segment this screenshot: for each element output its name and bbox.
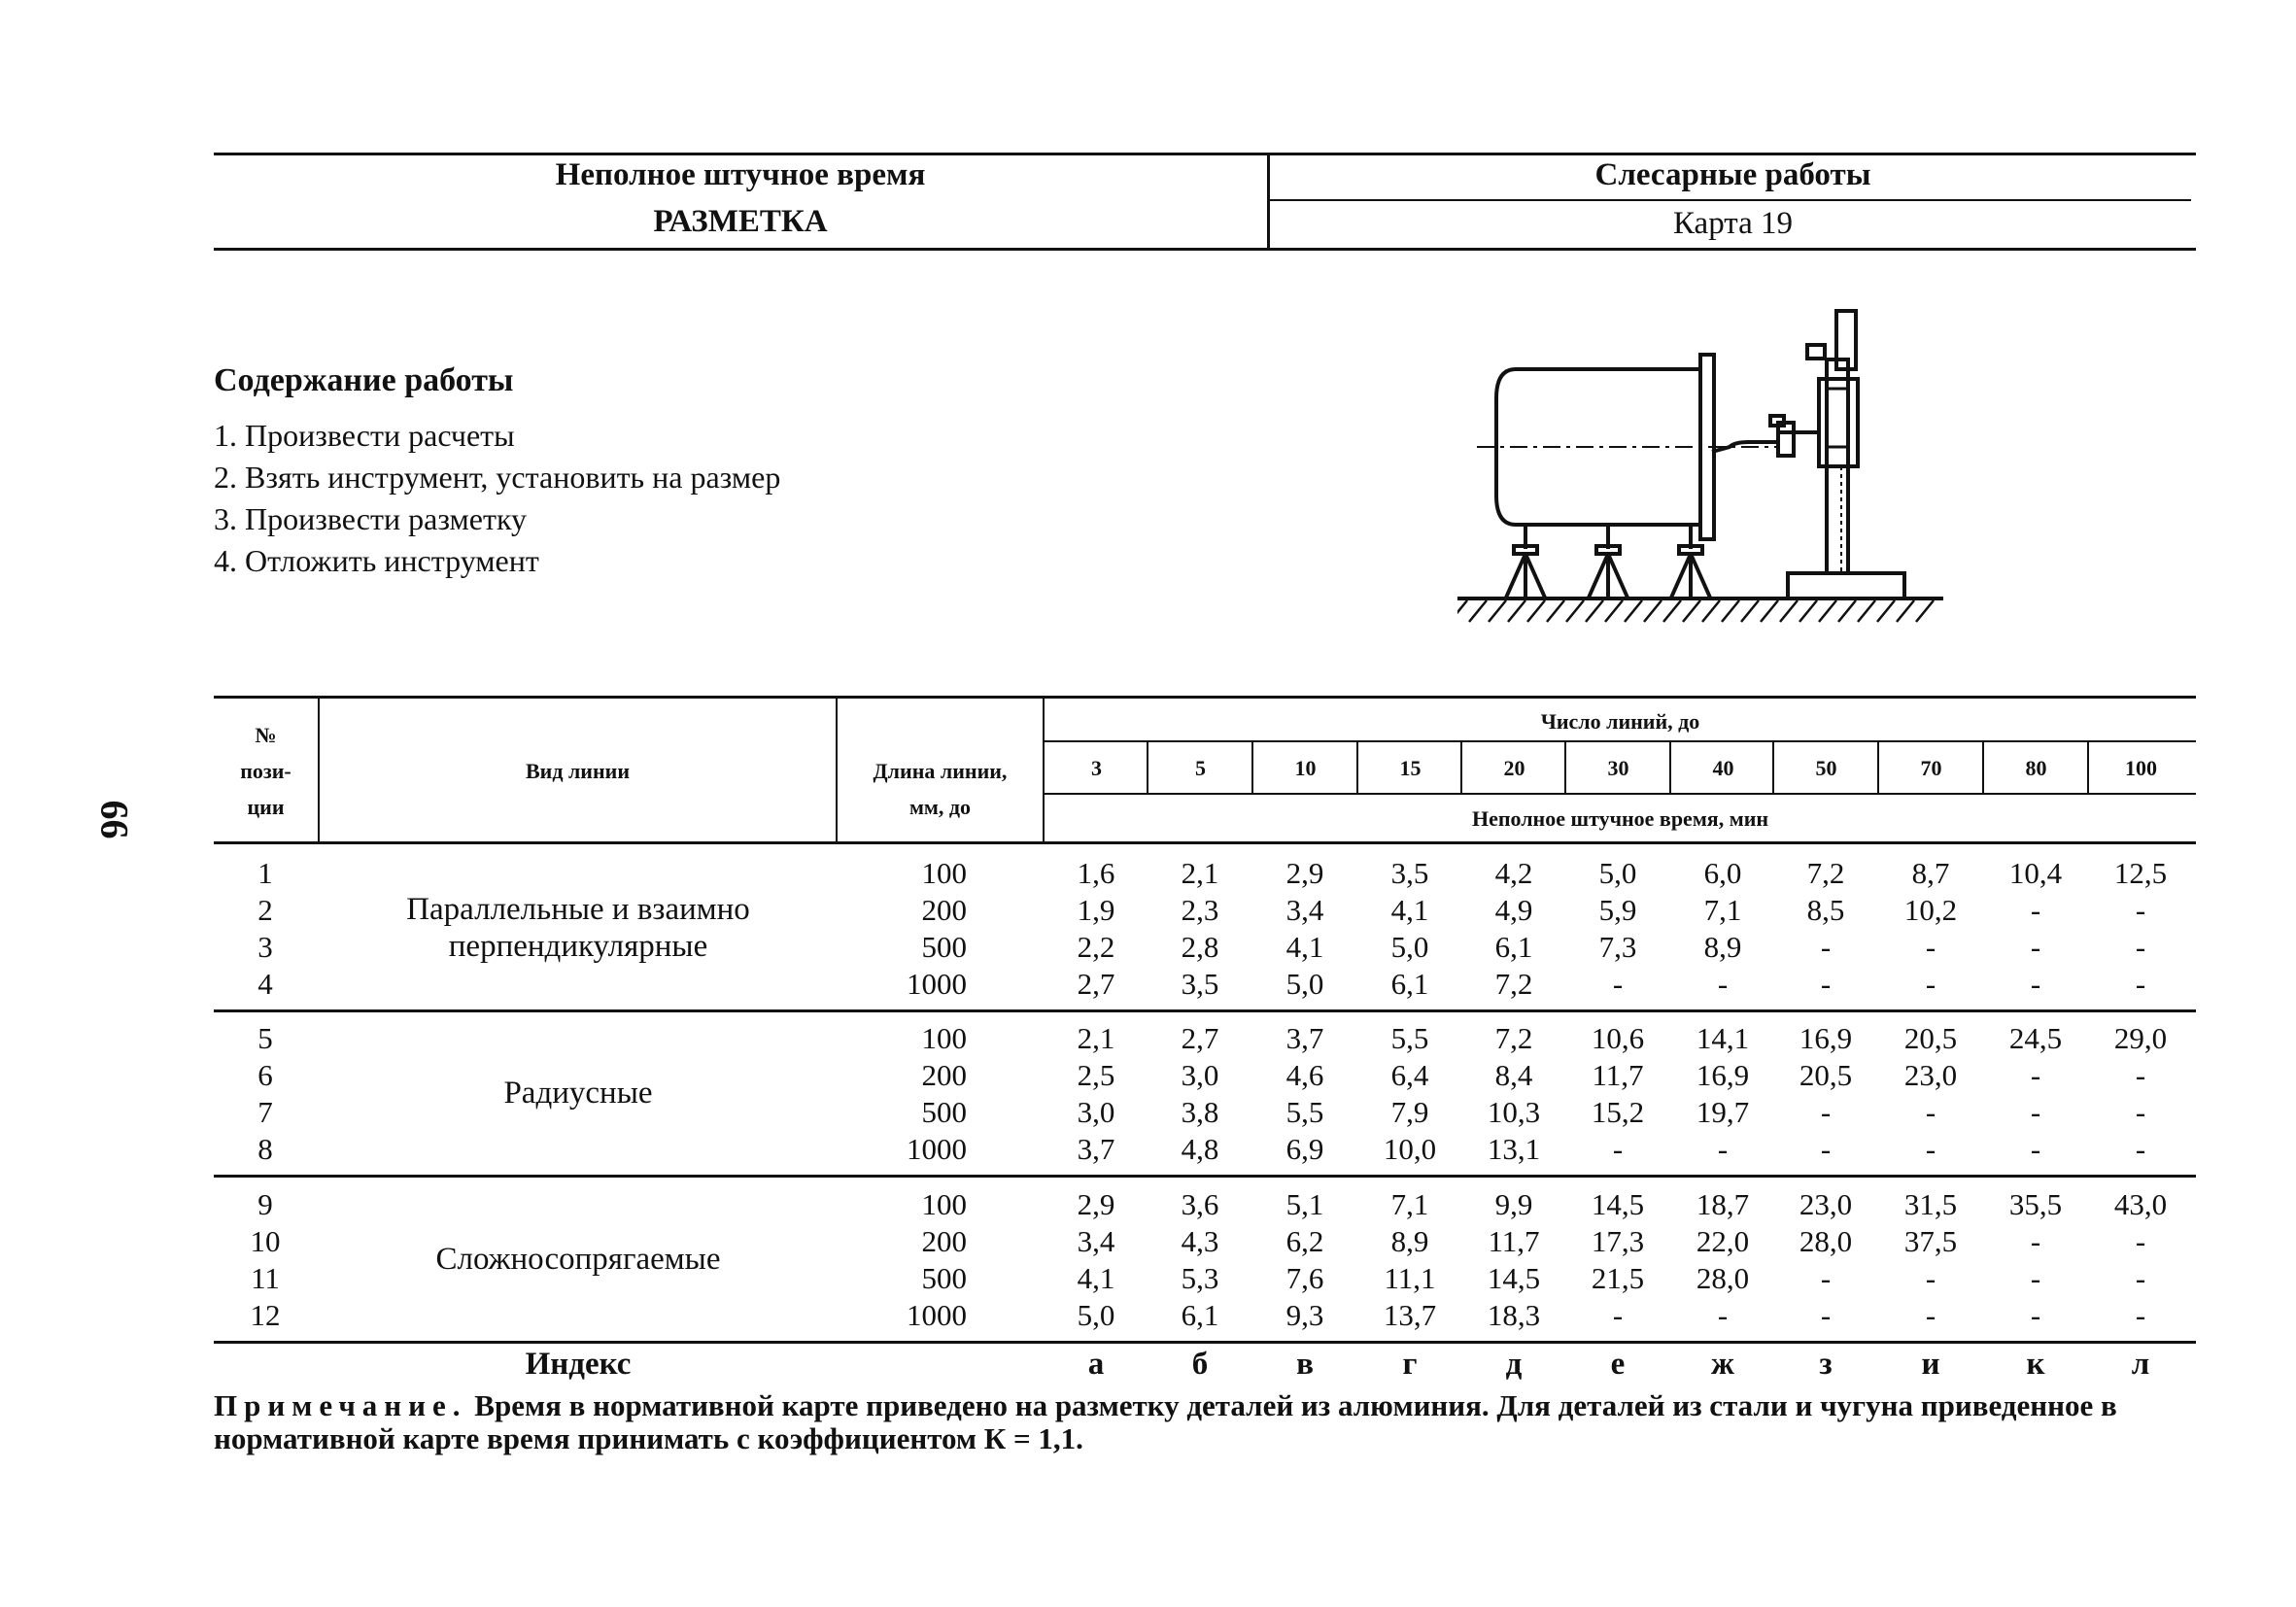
time-value: - [1717,967,1729,1001]
time-value: 28,0 [1696,1261,1750,1295]
time-value: 4,1 [1077,1261,1115,1295]
row-position: 4 [257,967,273,1001]
time-value: 23,0 [1903,1058,1958,1092]
time-value: - [2030,1058,2041,1092]
time-value: 3,7 [1077,1132,1115,1166]
row-position: 2 [257,893,273,927]
row-length: 1000 [907,1298,967,1332]
time-value: 2,7 [1077,967,1115,1001]
time-value: - [2030,1095,2041,1129]
index-label: Индекс [525,1347,632,1382]
row-position: 5 [257,1021,273,1055]
note-text: Время в нормативной карте приведено на разметку деталей из алюминия. Для деталей из стали и чугуна приведенное в нормативной карте время принимать с коэффициентом К = 1,1. [214,1388,2117,1455]
header-bottom-rule [214,248,2196,251]
th-count: 20 [1503,756,1525,780]
time-value: 6,0 [1703,856,1742,890]
time-value: 6,4 [1390,1058,1429,1092]
table-count-rule-top [1043,740,2196,742]
time-value: - [2135,1298,2146,1332]
time-value: - [1612,1298,1624,1332]
time-value: 5,0 [1077,1298,1115,1332]
th-count: 5 [1195,756,1206,780]
row-length: 100 [921,1021,967,1055]
row-position: 12 [250,1298,281,1332]
time-value: 11,1 [1384,1261,1436,1295]
time-value: 1,9 [1077,893,1115,927]
row-length: 500 [921,1095,967,1129]
time-value: 10,0 [1383,1132,1437,1166]
content-item-4: 4. Отложить инструмент [214,543,539,578]
row-length: 200 [921,893,967,927]
table-count-rule-bottom [1043,793,2196,795]
time-value: 21,5 [1591,1261,1645,1295]
index-letter: и [1921,1347,1940,1382]
row-length: 1000 [907,967,967,1001]
time-value: 3,6 [1181,1187,1219,1221]
time-value: 5,5 [1390,1021,1429,1055]
time-value: - [1820,1261,1832,1295]
content-item-3: 3. Произвести разметку [214,501,528,536]
time-value: 19,7 [1696,1095,1750,1129]
time-value: 4,6 [1285,1058,1324,1092]
time-value: 7,2 [1494,967,1533,1001]
time-value: 6,1 [1181,1298,1219,1332]
content-title: Содержание работы [214,362,514,398]
th-count: 100 [2125,756,2157,780]
time-value: 31,5 [1903,1187,1958,1221]
time-value: 2,1 [1077,1021,1115,1055]
time-value: - [2135,1095,2146,1129]
time-value: 5,0 [1285,967,1324,1001]
time-value: 13,1 [1487,1132,1541,1166]
time-value: 18,3 [1487,1298,1541,1332]
row-position: 1 [257,856,273,890]
time-value: 4,8 [1181,1132,1219,1166]
table-top-rule [214,696,2196,699]
row-position: 6 [257,1058,273,1092]
time-value: - [1717,1298,1729,1332]
time-value: 10,6 [1591,1021,1645,1055]
support-jack-1 [1506,525,1545,598]
time-value: 6,2 [1285,1224,1324,1258]
marking-setup-illustration [1457,301,1963,632]
time-value: 4,3 [1181,1224,1219,1258]
header-top-rule [214,153,2196,155]
th-count: 15 [1399,756,1422,780]
row-length: 100 [921,856,967,890]
time-value: - [1925,1095,1936,1129]
time-value: 9,9 [1494,1187,1533,1221]
row-position: 7 [257,1095,273,1129]
row-length: 500 [921,1261,967,1295]
header-left-title: Неполное штучное время [555,157,926,192]
th-time: Неполное штучное время, мин [1471,806,1769,831]
time-value: 3,5 [1181,967,1219,1001]
time-value: 16,9 [1696,1058,1750,1092]
time-value: 4,1 [1285,930,1324,964]
time-value: 2,8 [1181,930,1219,964]
th-position-3: ции [247,795,285,819]
time-value: 2,1 [1181,856,1219,890]
time-value: - [1717,1132,1729,1166]
time-value: 3,7 [1285,1021,1324,1055]
index-letter: в [1296,1347,1314,1382]
time-value: 22,0 [1696,1224,1750,1258]
header-right-subtitle: Карта 19 [1672,206,1793,241]
index-letter: е [1610,1347,1626,1382]
th-count: 30 [1607,756,1629,780]
time-value: - [1925,930,1936,964]
time-value: 12,5 [2113,856,2168,890]
time-value: - [1820,1132,1832,1166]
table-header-bottom-rule [214,841,2196,844]
time-value: 43,0 [2113,1187,2168,1221]
th-count: 40 [1712,756,1734,780]
group-separator-1 [214,1009,2196,1012]
time-value: 4,9 [1494,893,1533,927]
row-length: 100 [921,1187,967,1221]
time-value: 3,0 [1181,1058,1219,1092]
index-letter: к [2026,1347,2045,1382]
time-value: 5,5 [1285,1095,1324,1129]
index-letter: з [1819,1347,1833,1382]
th-count: 3 [1091,756,1102,780]
time-value: - [2135,1261,2146,1295]
row-position: 9 [257,1187,273,1221]
support-jack-3 [1671,525,1710,598]
time-value: 14,1 [1696,1021,1750,1055]
time-value: 3,4 [1077,1224,1115,1258]
time-value: 7,1 [1390,1187,1429,1221]
time-value: 13,7 [1383,1298,1437,1332]
time-value: 8,9 [1390,1224,1429,1258]
th-count: 50 [1815,756,1837,780]
time-value: 6,9 [1285,1132,1324,1166]
time-value: 8,7 [1911,856,1950,890]
time-value: - [2030,893,2041,927]
time-value: 3,0 [1077,1095,1115,1129]
time-value: - [1820,1095,1832,1129]
time-value: 8,9 [1703,930,1742,964]
line-kind-label: Сложносопрягаемые [435,1242,721,1277]
time-value: 7,1 [1703,893,1742,927]
time-value: - [1820,930,1832,964]
header-right-mid-rule [1270,199,2191,201]
time-value: 7,3 [1598,930,1637,964]
note-label: Примечание. [214,1388,467,1422]
time-value: 37,5 [1903,1224,1958,1258]
time-value: - [2030,930,2041,964]
line-kind-label: Радиусные [503,1076,653,1111]
time-value: 16,9 [1799,1021,1853,1055]
time-value: - [1925,967,1936,1001]
time-value: 7,2 [1494,1021,1533,1055]
table-bottom-rule [214,1341,2196,1344]
time-value: 3,8 [1181,1095,1219,1129]
row-position: 8 [257,1132,273,1166]
index-letter: б [1191,1347,1209,1382]
time-value: 2,9 [1077,1187,1115,1221]
time-value: - [2135,930,2146,964]
row-length: 1000 [907,1132,967,1166]
page-number: 66 [92,800,137,839]
time-value: - [1820,1298,1832,1332]
index-letter: а [1087,1347,1105,1382]
index-letter: д [1505,1347,1523,1382]
time-value: - [1925,1298,1936,1332]
content-item-1: 1. Произвести расчеты [214,418,515,453]
th-kind: Вид линии [525,759,631,783]
th-lines-count: Число линий, до [1540,709,1700,734]
time-value: 14,5 [1487,1261,1541,1295]
time-value: 2,2 [1077,930,1115,964]
note [214,1389,2186,1455]
time-value: 5,0 [1390,930,1429,964]
time-value: - [2030,967,2041,1001]
th-length-2: мм, до [908,795,972,819]
time-value: - [2135,1058,2146,1092]
time-value: 24,5 [2008,1021,2063,1055]
row-position: 3 [257,930,273,964]
row-length: 200 [921,1058,967,1092]
time-value: 5,3 [1181,1261,1219,1295]
th-count: 10 [1294,756,1317,780]
time-value: 18,7 [1696,1187,1750,1221]
time-value: 10,4 [2008,856,2063,890]
time-value: - [2030,1261,2041,1295]
group-separator-2 [214,1175,2196,1178]
content-item-2: 2. Взять инструмент, установить на размер [214,460,781,495]
line-kind-label: Параллельные и взаимно [406,892,750,927]
time-value: 7,9 [1390,1095,1429,1129]
time-value: 4,2 [1494,856,1533,890]
index-letter: г [1402,1347,1418,1382]
time-value: 2,3 [1181,893,1219,927]
th-length-1: Длина линии, [873,759,1008,783]
time-value: 28,0 [1799,1224,1853,1258]
line-kind-label: перпендикулярные [448,929,708,964]
time-value: 29,0 [2113,1021,2168,1055]
header-left-subtitle: РАЗМЕТКА [653,204,828,239]
index-letter: ж [1711,1347,1734,1382]
time-value: 5,9 [1598,893,1637,927]
time-value: 10,3 [1487,1095,1541,1129]
row-position: 11 [251,1261,280,1295]
time-value: - [2135,1224,2146,1258]
time-value: - [2135,967,2146,1001]
time-value: - [1925,1132,1936,1166]
row-position: 10 [250,1224,281,1258]
time-value: 3,5 [1390,856,1429,890]
time-value: 2,7 [1181,1021,1219,1055]
time-value: 2,5 [1077,1058,1115,1092]
time-value: 20,5 [1799,1058,1853,1092]
th-position-1: № [255,723,277,747]
time-value: 15,2 [1591,1095,1645,1129]
time-value: - [2030,1132,2041,1166]
time-value: 4,1 [1390,893,1429,927]
th-count: 80 [2025,756,2047,780]
time-value: 3,4 [1285,893,1324,927]
time-value: 11,7 [1592,1058,1644,1092]
time-value: 35,5 [2008,1187,2063,1221]
time-value: - [2030,1298,2041,1332]
time-value: 5,0 [1598,856,1637,890]
time-value: - [2030,1224,2041,1258]
time-value: 9,3 [1285,1298,1324,1332]
time-value: - [2135,1132,2146,1166]
time-value: 8,5 [1806,893,1845,927]
time-value: 6,1 [1390,967,1429,1001]
time-value: - [1612,1132,1624,1166]
time-value: - [1612,967,1624,1001]
time-value: - [1820,967,1832,1001]
time-value: - [1925,1261,1936,1295]
time-value: 23,0 [1799,1187,1853,1221]
time-value: 14,5 [1591,1187,1645,1221]
time-value: 20,5 [1903,1021,1958,1055]
support-jack-2 [1589,525,1628,598]
th-position-2: пози- [240,759,291,783]
row-length: 500 [921,930,967,964]
time-value: 8,4 [1494,1058,1533,1092]
time-value: 6,1 [1494,930,1533,964]
time-value: 5,1 [1285,1187,1324,1221]
header-right-title: Слесарные работы [1594,157,1871,192]
time-value: 17,3 [1591,1224,1645,1258]
th-count: 70 [1920,756,1942,780]
index-letter: л [2131,1347,2150,1382]
row-length: 200 [921,1224,967,1258]
time-value: - [2135,893,2146,927]
time-value: 2,9 [1285,856,1324,890]
time-value: 11,7 [1488,1224,1540,1258]
time-value: 7,2 [1806,856,1845,890]
time-value: 1,6 [1077,856,1115,890]
time-value: 7,6 [1285,1261,1324,1295]
time-value: 10,2 [1903,893,1958,927]
